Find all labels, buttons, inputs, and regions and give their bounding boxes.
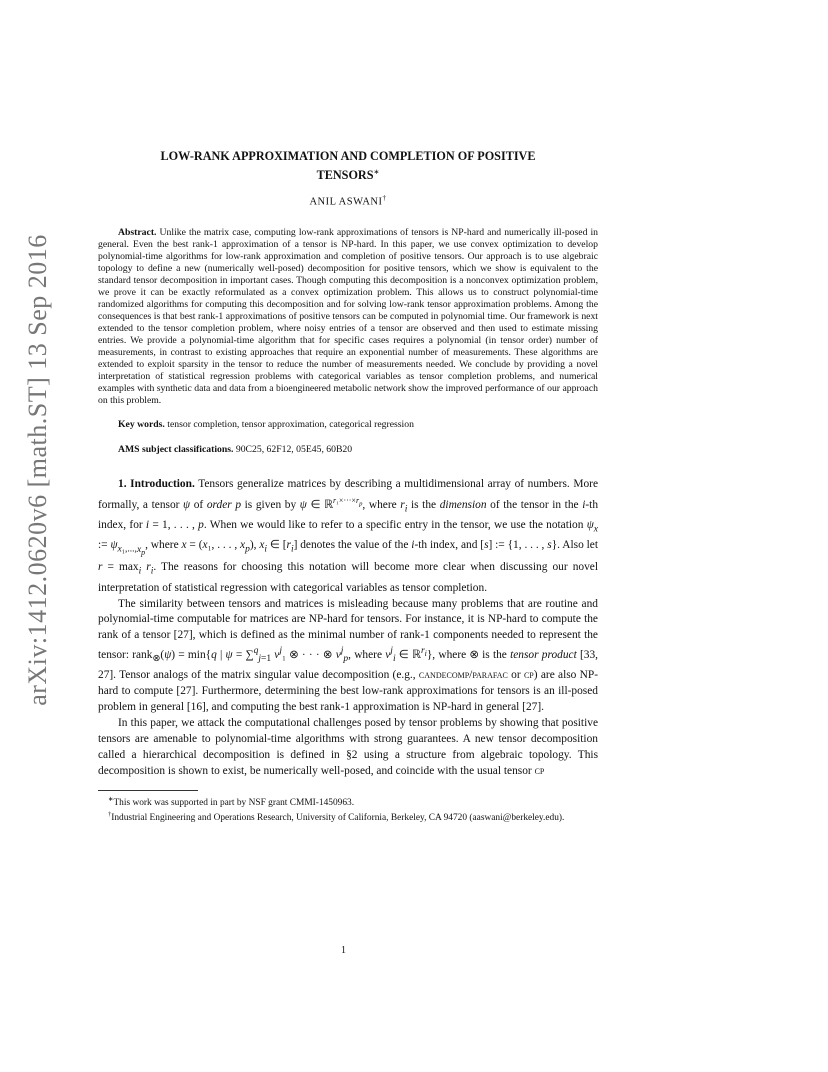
- abstract-text: Unlike the matrix case, computing low-rank approximations of tensors is NP-hard and numerically ill-posed in general. Even the best rank-1 approximation of a tensor is NP-hard. In this paper, we use convex optimization to develop polynomial-time algorithms for low-rank approximation and completion of positive tensors. Our approach is to use algebraic topology to define a new (numerically well-posed) decomposition for positive tensors, which we show is equivalent to the standard tensor decomposition in important cases. Though computing this decomposition is a nonconvex optimization problem, we prove it can be exactly reformulated as a convex optimization problem. This allows us to construct polynomial-time randomized algorithms for computing this decomposition and for solving low-rank tensor approximation problems. Among the consequences is that best rank-1 approximations of positive tensors can be computed in polynomial time. Our framework is next extended to the tensor completion problem, where noisy entries of a tensor are observed and then used to estimate missing entries. We provide a polynomial-time algorithm that for specific cases requires a polynomial (in tensor order) number of measurements, in contrast to existing approaches that require an exponential number of measurements. These algorithms are extended to exploit sparsity in the tensor to reduce the number of measurements needed. We conclude by providing a novel interpretation of statistical regression problems with categorical variables as tensor completion problems, and numerical examples with synthetic data and data from a bioengineered metabolic network show the improved performance of our approach on this problem.: [98, 226, 599, 407]
- footnote-2: †Industrial Engineering and Operations Research, University of California, Berkeley, CA 94720 (aaswani@berkeley.edu).: [108, 811, 565, 824]
- ams-classifications: [98, 444, 598, 455]
- intro-paragraph-1: 1. Introduction. Tensors generalize matrices by describing a multidimensional array of numbers. More formally, a tensor ψ of order p is given by ψ ∈ ℝ$^{r_1\times\cdot\cdot\cdot\times r_p}$, where $r_i$ is the dimension of the tensor in the i-th index, for i = 1, . . . , p. When we would like to refer to a specific entry in the tensor, we use the notation $\psi_x$ := $\psi_{x_1,...,x_p}$, where x = (x₁, . . . , $x_p$), $x_i$ ∈ $[r_i]$ denotes the value of the i-th index, and [s] := {1, . . . , s}. Also let $r = \max_i r_i$. The reasons for choosing this notation will become more clear when discussing our novel interpretation of statistical regression with categorical variables as tensor completion.: [98, 478, 599, 594]
- abstract-label: Abstract.: [118, 226, 157, 238]
- paper-title: [98, 148, 598, 183]
- ams-text: 90C25, 62F12, 05E45, 60B20: [235, 444, 353, 456]
- paper-page: [98, 144, 598, 825]
- footnote-1: ∗This work was supported in part by NSF grant CMMI-1450963.: [108, 795, 355, 808]
- intro-paragraph-3: In this paper, we attack the computational challenges posed by tensor problems by showing that positive tensors are amenable to polynomial-time algorithms with strong guarantees. A new tensor decomposition called a hierarchical decomposition is defined in §2 using a structure from algebraic topology. This decomposition is shown to exist, be numerically well-posed, and coincide with the usual tensor cp: [98, 716, 598, 777]
- author-name: ANIL ASWANI: [309, 196, 383, 208]
- footnotes: [98, 794, 598, 825]
- keywords-text: tensor completion, tensor approximation, categorical regression: [167, 419, 414, 431]
- title-line-1: LOW-RANK APPROXIMATION AND COMPLETION OF POSITIVE: [160, 149, 536, 163]
- author-line: [98, 194, 598, 208]
- abstract: [98, 227, 598, 408]
- intro-paragraph-2: The similarity between tensors and matrices is misleading because many problems that are routine and polynomial-time computable for matrices are NP-hard for tensors. For instance, it is NP-hard to compute the rank of a tensor [27], which is defined as the minimal number of rank-1 components needed to represent the tensor: rank$_\otimes$(ψ) = min{q | ψ = ∑$^q_{j=1}$ $v^j_1$ ⊗ · · · ⊗ $v^j_p$, where $v^j_i$ ∈ ℝ$^{r_i}$}, where ⊗ is the tensor product [33, 27]. Tensor analogs of the matrix singular value decomposition (e.g., candecomp/parafac or cp) are also NP-hard to compute [27]. Furthermore, determining the best low-rank approximations for tensors is an ill-posed problem in general [16], and computing the best rank-1 approximation is NP-hard in general [27].: [98, 597, 599, 714]
- keywords-label: Key words.: [118, 419, 165, 431]
- title-footnote-mark: ∗: [373, 168, 380, 176]
- author-footnote-mark: †: [382, 194, 387, 203]
- arxiv-id-text: arXiv:1412.0620v6 [math.ST] 13 Sep 2016: [23, 234, 53, 706]
- title-line-2: TENSORS: [316, 168, 374, 183]
- keywords: [98, 419, 598, 430]
- ams-label: AMS subject classifications.: [118, 444, 234, 456]
- footnote-rule: [98, 790, 198, 791]
- page-number: 1: [341, 945, 346, 956]
- section-heading: 1. Introduction.: [118, 478, 195, 491]
- introduction-body: [98, 477, 598, 779]
- arxiv-sidebar-stamp: [18, 234, 58, 706]
